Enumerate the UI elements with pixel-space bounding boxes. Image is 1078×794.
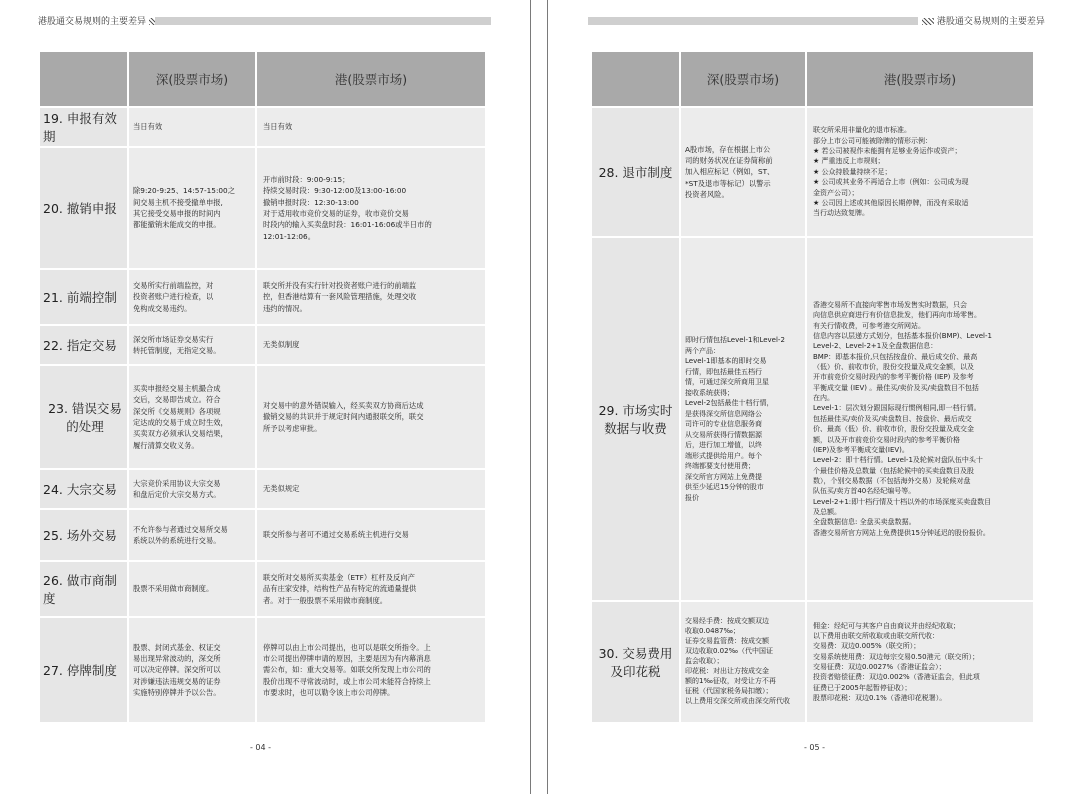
sz-cell: 买卖申报经交易主机撮合成 交后，交易即告成立。符合 深交所《交易规则》各项规 定达成的交易于成立时生效， 买卖双方必须承认交易结果， 履行清算交收义务。 bbox=[128, 365, 256, 469]
sz-cell: A股市场，存在根据上市公 司的财务状况在证券简称前 加入相应标记（例如，ST、 *ST及退市等标记）以警示 投资者风险。 bbox=[680, 107, 806, 237]
sz-cell: 股票、封闭式基金、权证交 易出现异常波动的，深交所 可以决定停牌。深交所可以 对涉嫌违法违规交易的证券 实施特别停牌并予以公告。 bbox=[128, 617, 256, 723]
header-sz: 深(股票市场) bbox=[680, 52, 806, 107]
hk-cell: 香港交易所不直接向零售市场发售实时数据，只会 向信息供应商进行有价信息批发，他们再向市场零售。 有关行情收费，可参考港交所网站。 信息内容以层递方式划分，包括基本报价(BMP)、Level-1 Level-2、Level-2+1及全盘数据信息： BMP：即基本报价,只包括按盘价、最后成交价、最高 （低）价、前收市价，股份交投量及成交金额，以及 开市前竞价交易时段内的参考平衡价格 (IEP) 及参考 平衡成交量 (IEV) 。最佳买/卖价及买/卖盘数目不包括 在内。 Level-1：层次划分跟国际现行惯例相同,即一档行情。 包括最佳买/卖价及买/卖盘数目、按盘价、最后成交 价、最高（低）价、前收市价，股份交投量及成交金 额，以及开市前竞价交易时段内的参考平衡价格 (IEP)及参考平衡成交量(IEV)。 Level-2：即十档行情。Level-1及轮候对盘队伍中头十 个最佳价格及总数量（包括轮候中的买卖盘数目及股 数），个别交易数据（不包括海外交易）及轮候对盘 队伍买/卖方首40名经纪编号等。 Level-2+1:即十档行情及十档以外的市场深度买卖盘数目 及总额。 全盘数据信息: 全盘买卖盘数据。 香港交易所官方网站上免费提供15分钟延迟的股份报价。 bbox=[806, 237, 1034, 601]
table-row bbox=[40, 561, 486, 617]
running-head-text: 港股通交易规则的主要差异 bbox=[936, 17, 1045, 27]
hk-cell: 联交所对交易所买卖基金（ETF）杠杆及反向产 品有庄家安排，结构性产品有特定的流通量提供 者。对于一般股票不采用做市商制度。 bbox=[256, 561, 486, 617]
sz-cell: 即时行情包括Level-1和Level-2 两个产品： Level-1即基本的即时交易 行情，即包括最佳五档行 情，可通过深交所商用卫星 接收系统获得； Level-2包括最佳十档行情， 是获得深交所信息网络公 司许可的专业信息服务商 从交易所获得行情数据源 后，进行加工增值，以终 端形式提供给用户。每个 终端都要支付使用费； 深交所官方网站上免费提 供至少延迟15分钟的股市 报价 bbox=[680, 237, 806, 601]
rule-name: 26. 做市商制度 bbox=[40, 561, 128, 617]
rule-name: 21. 前端控制 bbox=[40, 269, 128, 325]
sz-cell: 当日有效 bbox=[128, 107, 256, 147]
rule-name: 28. 退市制度 bbox=[592, 107, 680, 237]
table-header bbox=[40, 52, 486, 107]
sz-cell: 股票不采用做市商制度。 bbox=[128, 561, 256, 617]
header-hk: 港(股票市场) bbox=[806, 52, 1034, 107]
page-number-right: - 05 - bbox=[804, 743, 826, 752]
sz-cell: 深交所市场证券交易实行 转托管制度，无指定交易。 bbox=[128, 325, 256, 365]
hk-cell: 无类似规定 bbox=[256, 469, 486, 509]
table-header bbox=[592, 52, 1034, 107]
table-row bbox=[592, 107, 1034, 237]
rule-name: 23. 错误交易 的处理 bbox=[40, 365, 128, 469]
header-sz: 深(股票市场) bbox=[128, 52, 256, 107]
page-number-left: - 04 - bbox=[250, 743, 272, 752]
table-row bbox=[40, 107, 486, 147]
table-row bbox=[592, 601, 1034, 723]
header-bar bbox=[588, 17, 918, 25]
rule-name: 19. 申报有效期 bbox=[40, 107, 128, 147]
table-row bbox=[40, 469, 486, 509]
hk-cell: 联交所并没有实行针对投资者账户进行的前端监 控，但香港结算有一套风险管理措施，处理交收 违约的情况。 bbox=[256, 269, 486, 325]
rules-table-left bbox=[40, 52, 487, 724]
running-head-text: 港股通交易规则的主要差异 bbox=[38, 17, 147, 27]
table-row bbox=[40, 365, 486, 469]
left-page bbox=[0, 0, 530, 794]
sz-cell: 交易经手费：按成交额双边 收取0.0487‰； 证券交易监管费：按成交额 双边收取0.02‰（代中国证 监会收取）； 印花税：对出让方按成交金 额的1‰征收，对受让方不再 征税（代国家税务局扣缴）； 以上费用交深交所或由深交所代收 bbox=[680, 601, 806, 723]
header-corner bbox=[592, 52, 680, 107]
running-head-right bbox=[922, 14, 1045, 27]
hk-cell: 佣金：经纪可与其客户自由商议并由经纪收取； 以下费用由联交所收取或由联交所代收： 交易费：双边0.005%（联交所）； 交易系统使用费：双边每宗交易0.50港元（联交所）； 交易征费：双边0.0027%（香港证监会）； 投资者赔偿征费：双边0.002%（香港证监会，但此项 征费已于2005年起暂停征收）； 股票印花税：双边0.1%（香港印花税署）。 bbox=[806, 601, 1034, 723]
header-corner bbox=[40, 52, 128, 107]
hk-cell: 联交所采用非量化的退市标准。 部分上市公司可能被除牌的情形示例： ★ 若公司被视作未能拥有足够业务运作或资产； ★ 严重违反上市规则； ★ 公众持股量持续不足； ★ 公司或其业务不再适合上市（例如：公司成为现 金资产公司）； ★ 公司因上述或其他原因长期停牌，而没有采取适 当行动达致复牌。 bbox=[806, 107, 1034, 237]
table-row bbox=[40, 509, 486, 561]
book-binding bbox=[530, 0, 548, 794]
header-bar bbox=[155, 17, 491, 25]
sz-cell: 大宗竞价采用协议大宗交易 和盘后定价大宗交易方式。 bbox=[128, 469, 256, 509]
rule-name: 25. 场外交易 bbox=[40, 509, 128, 561]
hk-cell: 开市前时段：9:00-9:15； 持续交易时段：9:30-12:00及13:00-16:00 撤销申报时段：12:30-13:00 对于适用收市竞价交易的证券，收市竞价交易 时段内的输入买卖盘时段：16:01-16:06或半日市的 12:01-12:06。 bbox=[256, 147, 486, 269]
rule-name: 27. 停牌制度 bbox=[40, 617, 128, 723]
rule-name: 29. 市场实时 数据与收费 bbox=[592, 237, 680, 601]
hk-cell: 当日有效 bbox=[256, 107, 486, 147]
table-row bbox=[40, 147, 486, 269]
rules-table-right bbox=[592, 52, 1035, 724]
hk-cell: 对交易中的意外错误输入，经买卖双方协商后达成 撤销交易的共识并于规定时间内通报联交所，联交 所予以考虑审批。 bbox=[256, 365, 486, 469]
rule-name: 20. 撤销申报 bbox=[40, 147, 128, 269]
table-row bbox=[40, 617, 486, 723]
hatch-decoration bbox=[922, 18, 934, 25]
sz-cell: 交易所实行前端监控，对 投资者账户进行检查，以 免构成交易违约。 bbox=[128, 269, 256, 325]
right-page bbox=[548, 0, 1078, 794]
rule-name: 22. 指定交易 bbox=[40, 325, 128, 365]
sz-cell: 不允许参与者通过交易所交易 系统以外的系统进行交易。 bbox=[128, 509, 256, 561]
table-row bbox=[40, 325, 486, 365]
table-row bbox=[592, 237, 1034, 601]
hk-cell: 联交所参与者可不通过交易系统主机进行交易 bbox=[256, 509, 486, 561]
hk-cell: 停牌可以由上市公司提出，也可以是联交所指令。上 市公司提出停牌申请的原因，主要是因为有内幕消息 需公布，如：重大交易等。如联交所发现上市公司的 股价出现不寻常波动时，或上市公司未能符合持续上 市要求时，也可以勒令该上市公司停牌。 bbox=[256, 617, 486, 723]
rule-name: 30. 交易费用 及印花税 bbox=[592, 601, 680, 723]
hk-cell: 无类似制度 bbox=[256, 325, 486, 365]
running-head-left bbox=[38, 14, 161, 27]
rule-name: 24. 大宗交易 bbox=[40, 469, 128, 509]
table-row bbox=[40, 269, 486, 325]
header-hk: 港(股票市场) bbox=[256, 52, 486, 107]
sz-cell: 除9:20-9:25、14:57-15:00之 间交易主机不接受撤单申报, 其它接受交易申报的时间内 都能撤销未能成交的申报。 bbox=[128, 147, 256, 269]
